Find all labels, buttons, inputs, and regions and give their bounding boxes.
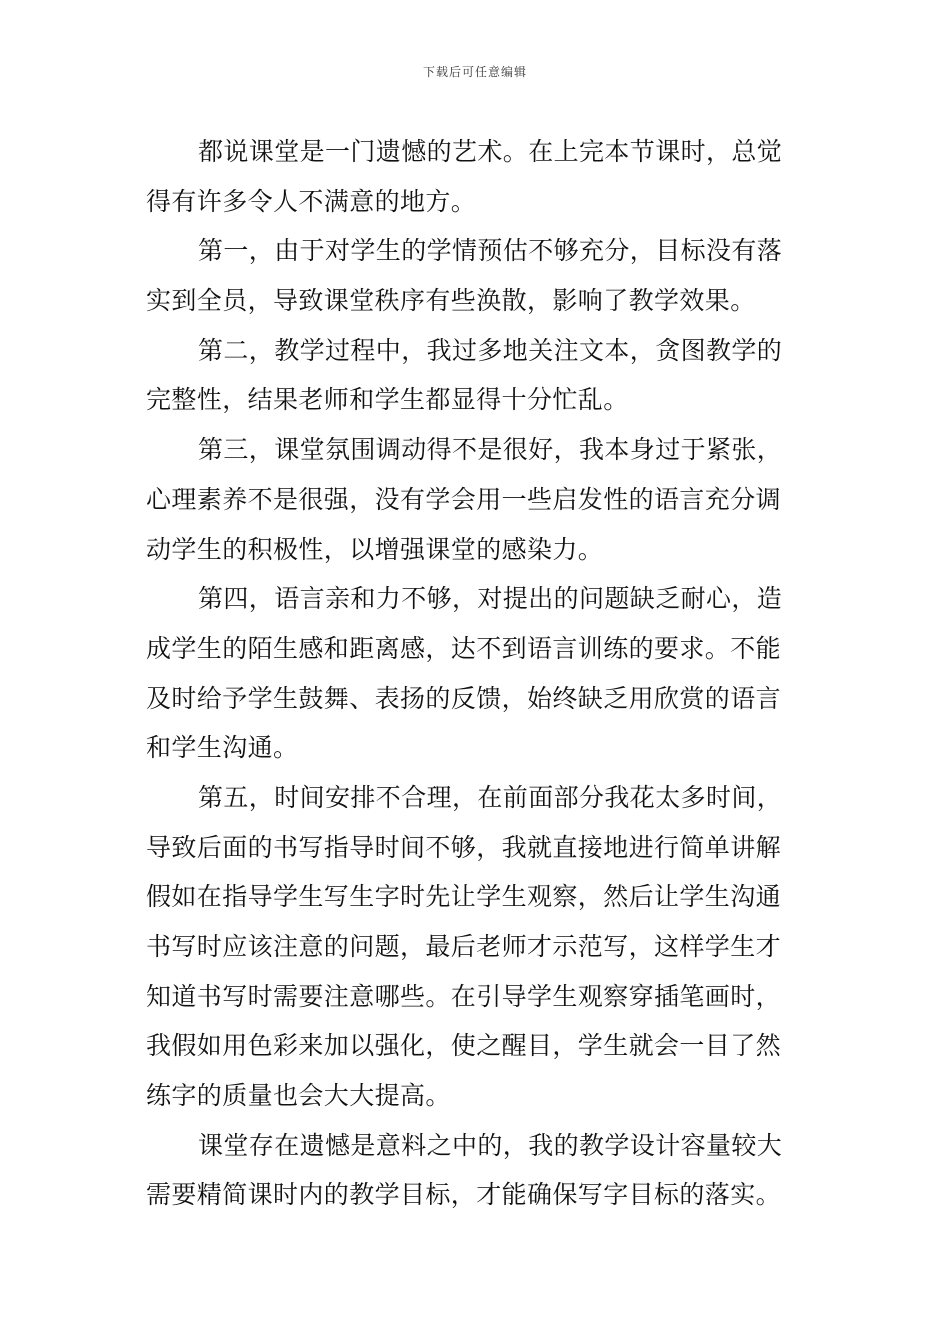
- paragraph-intro: [146, 127, 810, 226]
- paragraph-point-four: [146, 574, 810, 773]
- paragraph-point-one: [146, 226, 810, 325]
- paragraph-line: 我假如用色彩来加以强化，使之醒目，学生就会一目了然: [146, 1031, 782, 1061]
- paragraph-line: 完整性，结果老师和学生都显得十分忙乱。: [146, 385, 629, 415]
- paragraph-line: 及时给予学生鼓舞、表扬的反馈，始终缺乏用欣赏的语言: [146, 683, 782, 713]
- paragraph-line: 书写时应该注意的问题，最后老师才示范写，这样学生才: [146, 932, 782, 961]
- paragraph-line: 导致后面的书写指导时间不够，我就直接地进行简单讲解: [146, 832, 782, 862]
- paragraph-point-five: [146, 773, 810, 1121]
- paragraph-line: 第四，语言亲和力不够，对提出的问题缺乏耐心，造: [198, 584, 783, 614]
- paragraph-line: 第一，由于对学生的学情预估不够充分，目标没有落: [198, 236, 783, 266]
- paragraph-line: 都说课堂是一门遗憾的艺术。在上完本节课时，总觉: [198, 137, 783, 166]
- paragraph-conclusion: [146, 1121, 810, 1220]
- paragraph-point-three: [146, 425, 810, 574]
- paragraph-line: 和学生沟通。: [146, 733, 299, 763]
- paragraph-line: 知道书写时需要注意哪些。在引导学生观察穿插笔画时，: [146, 981, 782, 1011]
- paragraph-line: 成学生的陌生感和距离感，达不到语言训练的要求。不能: [146, 633, 782, 663]
- paragraph-line: 心理素养不是很强，没有学会用一些启发性的语言充分调: [146, 484, 782, 514]
- paragraph-line: 需要精简课时内的教学目标，才能确保写字目标的落实。: [146, 1180, 782, 1210]
- paragraph-line: 实到全员，导致课堂秩序有些涣散，影响了教学效果。: [146, 286, 756, 316]
- page-header-note: 下载后可任意编辑: [422, 65, 527, 79]
- paragraph-point-two: [146, 326, 810, 425]
- paragraph-line: 第三，课堂氛围调动得不是很好，我本身过于紧张，: [198, 435, 783, 465]
- paragraph-line: 得有许多令人不满意的地方。: [146, 186, 477, 216]
- paragraph-line: 假如在指导学生写生字时先让学生观察，然后让学生沟通: [146, 882, 782, 912]
- paragraph-line: 第五，时间安排不合理，在前面部分我花太多时间，: [198, 782, 783, 812]
- paragraph-line: 动学生的积极性，以增强课堂的感染力。: [146, 534, 604, 564]
- paragraph-line: 练字的质量也会大大提高。: [146, 1081, 451, 1111]
- paragraph-line: 课堂存在遗憾是意料之中的，我的教学设计容量较大: [198, 1130, 783, 1160]
- document-body: [146, 127, 810, 1220]
- paragraph-line: 第二，教学过程中，我过多地关注文本，贪图教学的: [198, 335, 783, 365]
